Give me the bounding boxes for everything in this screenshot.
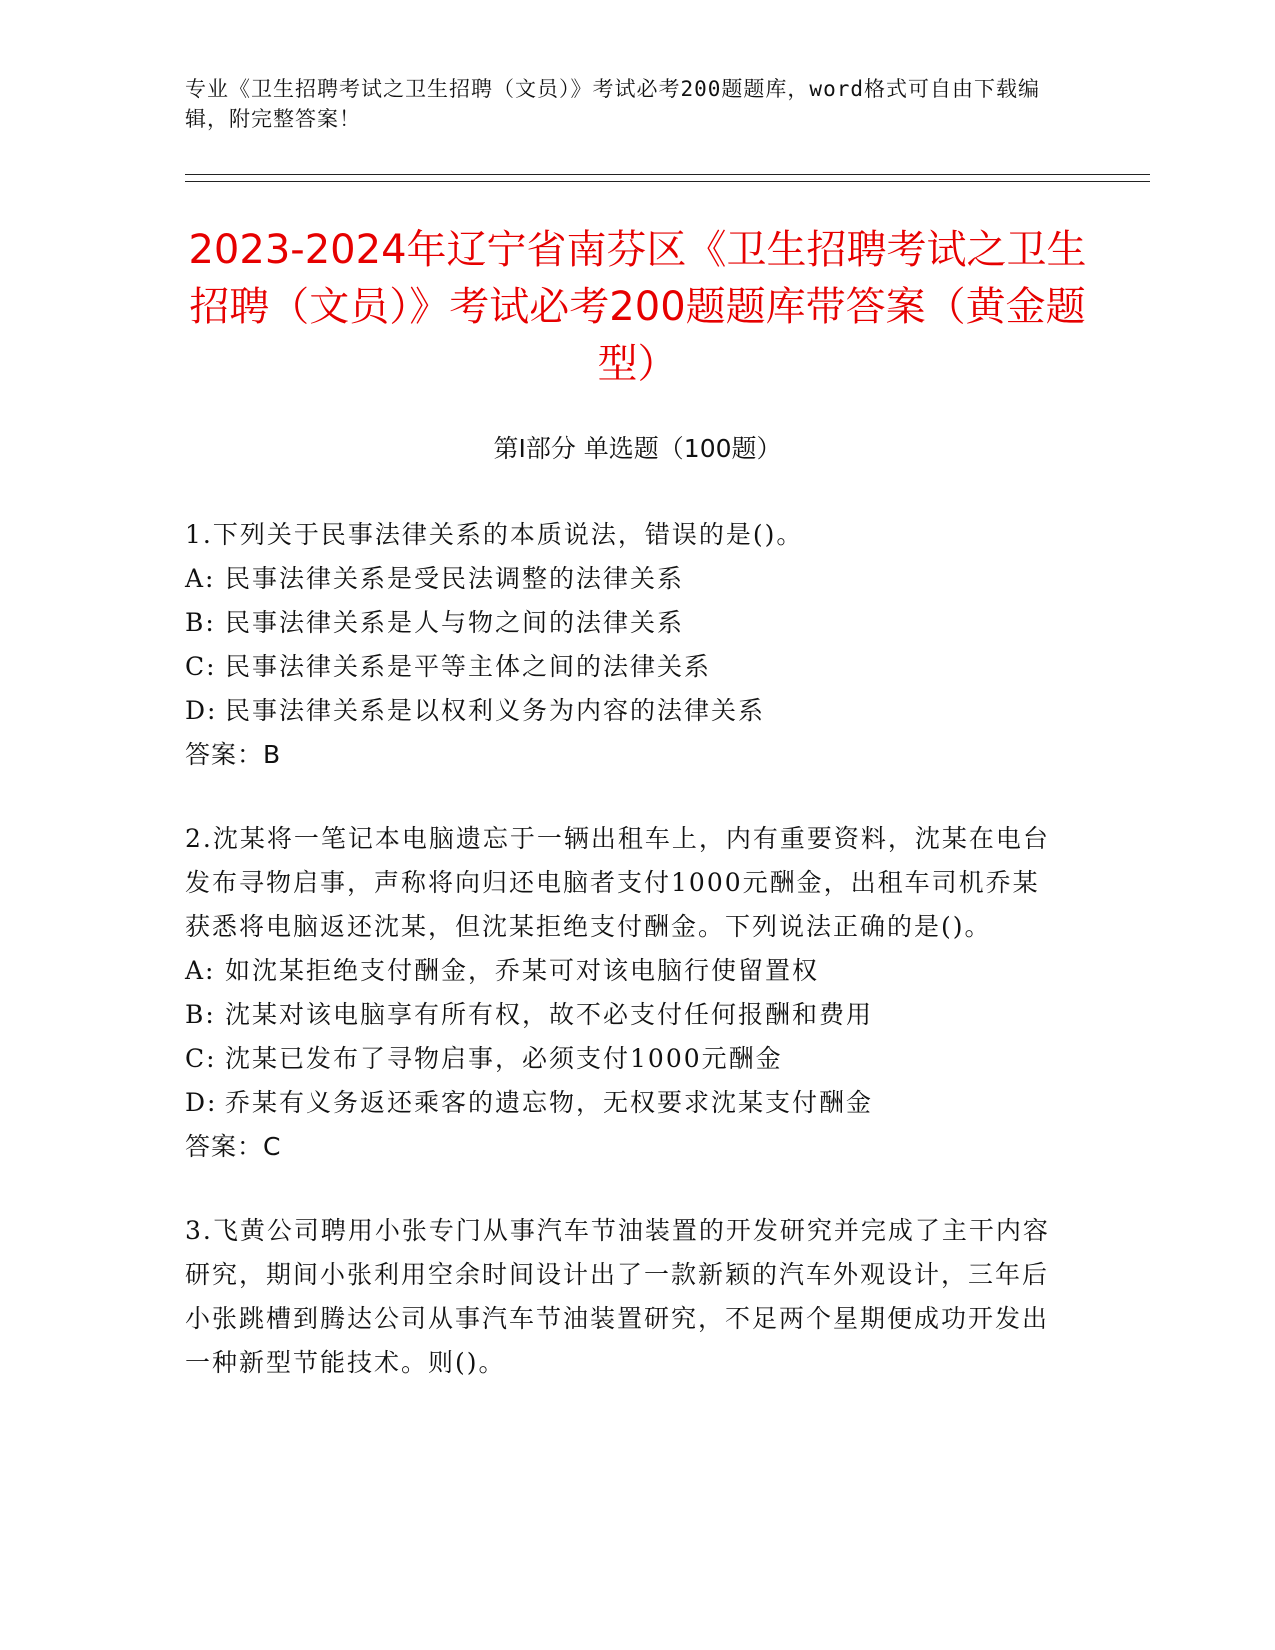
option-label: B: bbox=[185, 1000, 216, 1029]
header-note: 专业《卫生招聘考试之卫生招聘（文员）》考试必考200题题库，word格式可自由下载编辑，附完整答案！ bbox=[185, 77, 1040, 131]
option-c bbox=[185, 645, 1065, 689]
option-label: B: bbox=[185, 608, 216, 637]
question-2 bbox=[185, 817, 1065, 1169]
option-text: 民事法律关系是人与物之间的法律关系 bbox=[225, 608, 685, 637]
document-title: 2023-2024年辽宁省南芬区《卫生招聘考试之卫生招聘（文员）》考试必考200题题库带答案（黄金题型） bbox=[188, 227, 1087, 387]
question-1 bbox=[185, 513, 1065, 777]
option-text: 民事法律关系是以权利义务为内容的法律关系 bbox=[225, 696, 766, 725]
question-list bbox=[185, 513, 1065, 1425]
option-a bbox=[185, 949, 1065, 993]
option-b bbox=[185, 601, 1065, 645]
option-b bbox=[185, 993, 1065, 1037]
option-c bbox=[185, 1037, 1065, 1081]
option-text: 乔某有义务返还乘客的遗忘物，无权要求沈某支付酬金 bbox=[225, 1088, 874, 1117]
question-text: 2.沈某将一笔记本电脑遗忘于一辆出租车上，内有重要资料，沈某在电台发布寻物启事，声称将向归还电脑者支付1000元酬金，出租车司机乔某获悉将电脑返还沈某，但沈某拒绝支付酬金。下列说法正确的是()。 bbox=[185, 824, 1050, 941]
option-label: C: bbox=[185, 1044, 217, 1073]
option-text: 如沈某拒绝支付酬金，乔某可对该电脑行使留置权 bbox=[225, 956, 820, 985]
option-text: 民事法律关系是受民法调整的法律关系 bbox=[225, 564, 685, 593]
option-d bbox=[185, 689, 1065, 733]
option-label: A: bbox=[185, 956, 216, 985]
option-label: C: bbox=[185, 652, 217, 681]
question-text: 3.飞黄公司聘用小张专门从事汽车节油装置的开发研究并完成了主干内容研究，期间小张利用空余时间设计出了一款新颖的汽车外观设计，三年后小张跳槽到腾达公司从事汽车节油装置研究，不足两个星期便成功开发出一种新型节能技术。则()。 bbox=[185, 1216, 1050, 1377]
question-3 bbox=[185, 1209, 1065, 1385]
header-rule-bottom bbox=[185, 181, 1150, 182]
answer: 答案：B bbox=[185, 740, 282, 769]
option-label: D: bbox=[185, 1088, 218, 1117]
question-text: 1.下列关于民事法律关系的本质说法，错误的是()。 bbox=[185, 520, 804, 549]
option-label: D: bbox=[185, 696, 218, 725]
option-label: A: bbox=[185, 564, 216, 593]
header-rule-top bbox=[185, 174, 1150, 175]
section-title: 第Ⅰ部分 单选题（100题） bbox=[493, 434, 782, 463]
option-text: 民事法律关系是平等主体之间的法律关系 bbox=[225, 652, 712, 681]
option-text: 沈某已发布了寻物启事，必须支付1000元酬金 bbox=[225, 1044, 783, 1073]
option-text: 沈某对该电脑享有所有权，故不必支付任何报酬和费用 bbox=[225, 1000, 874, 1029]
option-a bbox=[185, 557, 1065, 601]
option-d bbox=[185, 1081, 1065, 1125]
answer: 答案：C bbox=[185, 1132, 282, 1161]
